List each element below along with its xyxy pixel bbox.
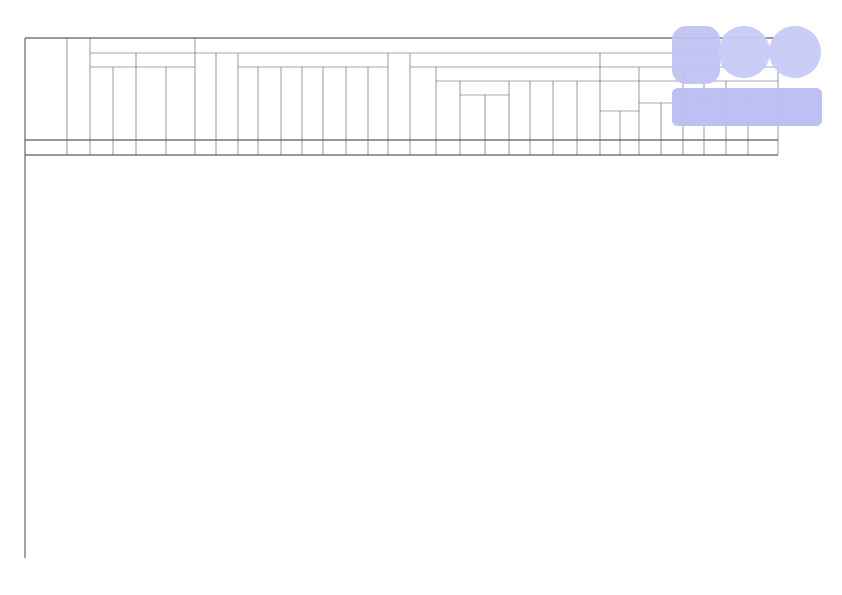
watermark-shape: [672, 26, 720, 84]
watermark-circle: [718, 26, 770, 78]
watermark-logo: [672, 26, 822, 126]
watermark-band: [672, 88, 822, 126]
header-vertical-lines: [67, 38, 778, 155]
watermark-circle: [769, 26, 821, 78]
